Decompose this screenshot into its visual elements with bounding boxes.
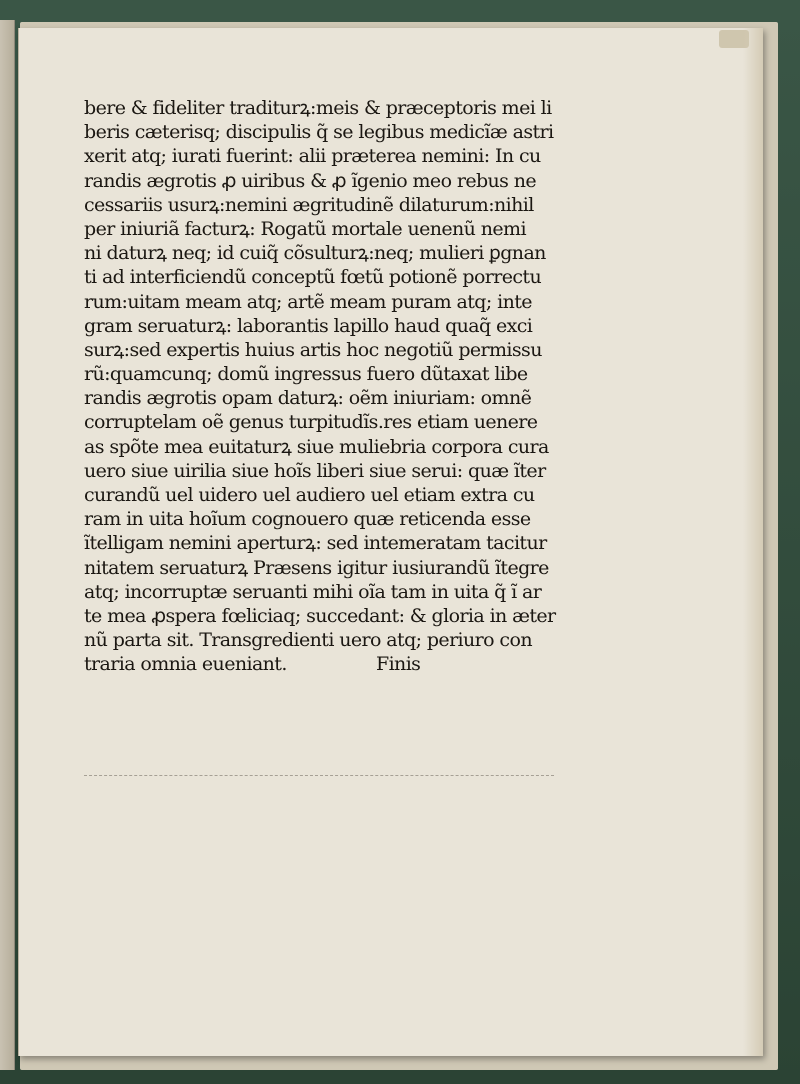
text-line: randis ægrotis opam daturꝝ: oẽm iniuriam: omnẽ	[84, 387, 532, 410]
text-line: curandũ uel uidero uel audiero uel etiam extra cu	[84, 484, 535, 506]
printed-text-block	[84, 96, 564, 677]
text-line: rum:uitam meam atq; artẽ meam puram atq; inte	[84, 290, 532, 313]
text-line: bere & fideliter traditurꝝ:meis & præceptoris mei li	[84, 97, 552, 119]
text-line: surꝝ:sed expertis huius artis hoc negotiũ permissu	[84, 338, 542, 361]
underline-rule	[84, 775, 554, 776]
text-line: te mea ꝓspera fœliciaq; succedant: & gloria in æter	[84, 604, 556, 627]
text-line: xerit atq; iurati fuerint: alii præterea nemini: In cu	[84, 145, 541, 168]
text-line: corruptelam oẽ genus turpitudĩs.res etiam uenere	[84, 411, 538, 434]
text-line: gram seruaturꝝ: laborantis lapillo haud quaq̃ exci	[84, 314, 533, 337]
finis-label: Finis	[376, 653, 421, 676]
closing-text: traria omnia eueniant.	[84, 653, 287, 676]
text-line: beris cæterisq; discipulis q̃ se legibus medicĩæ astri	[84, 121, 554, 144]
text-line: nũ parta sit. Transgredienti uero atq; periuro con	[84, 629, 532, 652]
text-line: ĩtelligam nemini aperturꝝ: sed intemeratam tacitur	[84, 532, 547, 555]
text-line: as spõte mea euitaturꝝ siue muliebria corpora cura	[84, 435, 549, 458]
text-line: randis ægrotis ꝓ uiribus & ꝓ ĩgenio meo rebus ne	[84, 169, 537, 192]
text-line: atq; incorruptæ seruanti mihi oĩa tam in uita q̃ ĩ ar	[84, 580, 542, 603]
text-line: rũ:quamcunq; domũ ingressus fuero dũtaxat libe	[84, 363, 528, 386]
book-binding-edge	[0, 20, 15, 1070]
text-line: cessariis usurꝝ:nemini ægritudinẽ dilaturum:nihil	[84, 193, 534, 216]
final-line	[84, 652, 564, 676]
page-corner-stain	[719, 30, 749, 48]
text-line: per iniuriã facturꝝ: Rogatũ mortale uenenũ nemi	[84, 217, 526, 240]
text-line: ram in uita hoĩum cognouero quæ reticenda esse	[84, 508, 531, 531]
text-line: uero siue uirilia siue hoĩs liberi siue serui: quæ ĩter	[84, 459, 546, 482]
text-line: nitatem seruaturꝝ Præsens igitur iusiurandũ ĩtegre	[84, 556, 549, 579]
text-line: ti ad interficiendũ conceptũ fœtũ potionẽ porrectu	[84, 266, 542, 289]
text-line: ni daturꝝ neq; id cuiq̃ cõsulturꝝ:neq; mulieri ꝑgnan	[84, 242, 546, 265]
